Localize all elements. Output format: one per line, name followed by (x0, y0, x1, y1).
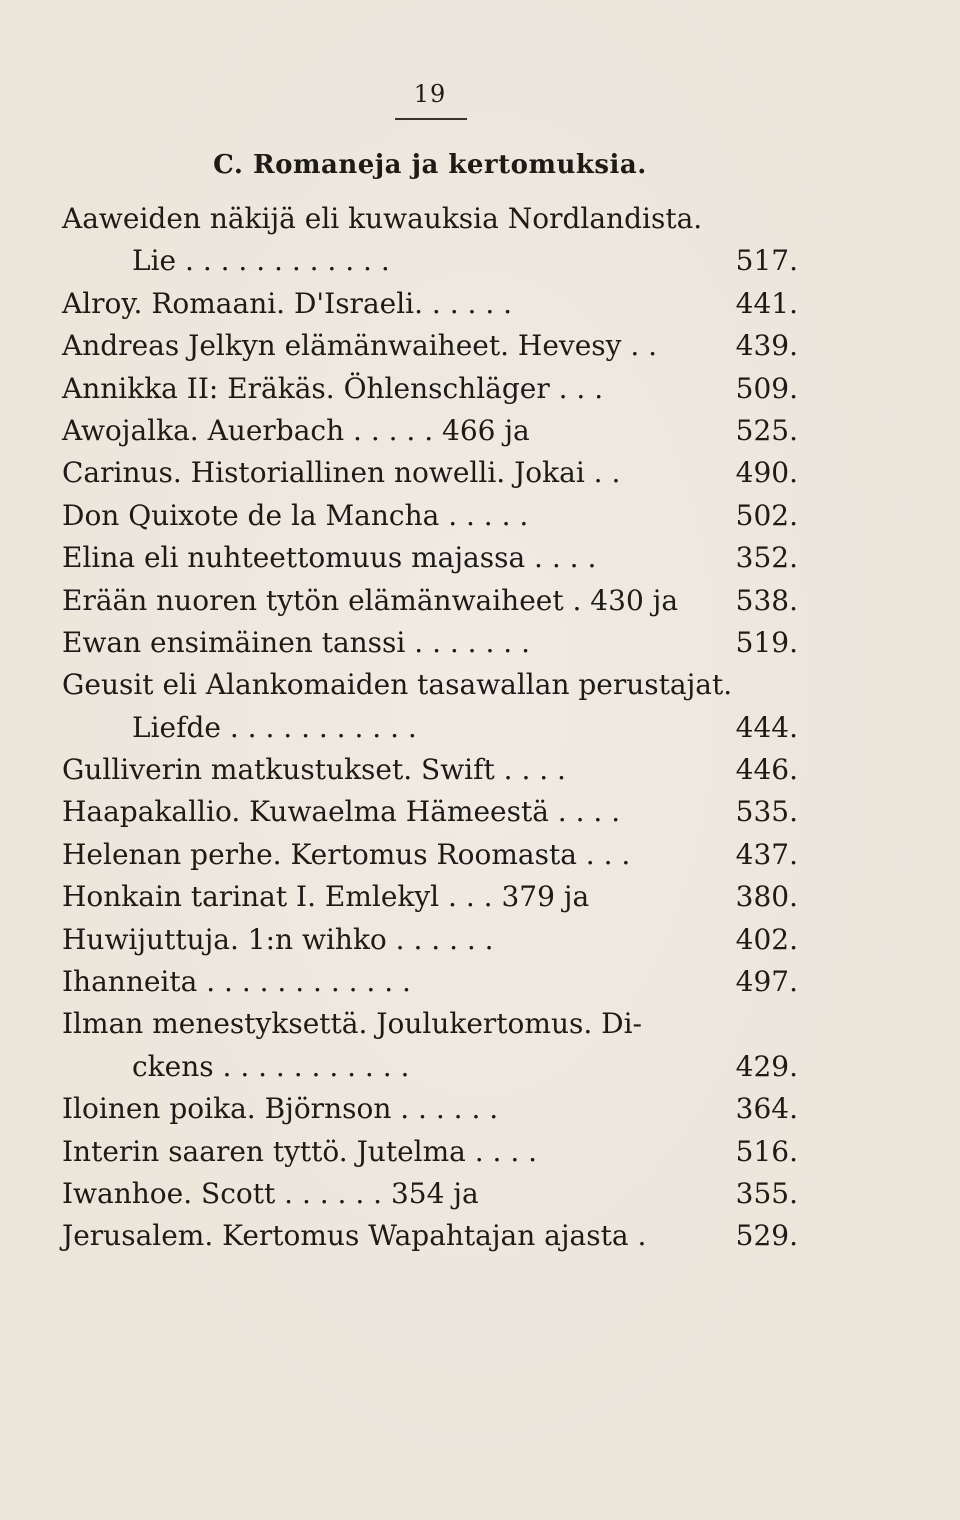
entry-pages: 437. (735, 837, 798, 871)
entry-line (0, 495, 960, 537)
entry-text: Iloinen poika. Björnson . . . . . . (62, 1092, 499, 1126)
entry-text: Don Quixote de la Mancha . . . . . (62, 498, 529, 532)
entry-line (0, 452, 960, 494)
entry-text: Geusit eli Alankomaiden tasawallan perustajat. (62, 668, 733, 702)
entry-text: Helenan perhe. Kertomus Roomasta . . . (62, 837, 631, 871)
entry-line (0, 1046, 960, 1088)
entry-line (0, 1088, 960, 1130)
entry-text: Erään nuoren tytön elämänwaiheet . 430 ja (62, 583, 679, 617)
entry-pages: 529. (735, 1219, 798, 1253)
entry-line (0, 1173, 960, 1215)
entry-line (0, 410, 960, 452)
entry-pages: 525. (735, 413, 798, 447)
entry-pages: 441. (735, 286, 798, 320)
entry-line (0, 961, 960, 1003)
entry-text: Honkain tarinat I. Emlekyl . . . 379 ja (62, 880, 590, 914)
entry-pages: 380. (735, 880, 798, 914)
entry-line (0, 198, 960, 240)
entry-pages: 444. (735, 710, 798, 744)
entry-pages: 364. (735, 1092, 798, 1126)
entry-line (0, 1003, 960, 1045)
entry-text: Annikka II: Eräkäs. Öhlenschläger . . . (62, 371, 604, 405)
entry-text: Andreas Jelkyn elämänwaiheet. Hevesy . . (62, 329, 658, 363)
entry-text: Lie . . . . . . . . . . . . (132, 244, 390, 278)
entry-pages: 502. (735, 498, 798, 532)
entry-pages: 497. (735, 965, 798, 999)
entry-pages: 429. (735, 1049, 798, 1083)
entry-text: Elina eli nuhteettomuus majassa . . . . (62, 541, 597, 575)
entry-pages: 352. (735, 541, 798, 575)
entry-text: Interin saaren tyttö. Jutelma . . . . (62, 1134, 538, 1168)
entry-line (0, 537, 960, 579)
entry-text: ckens . . . . . . . . . . . (132, 1049, 410, 1083)
entry-text: Ewan ensimäinen tanssi . . . . . . . (62, 625, 530, 659)
entry-pages: 355. (735, 1176, 798, 1210)
entry-text: Gulliverin matkustukset. Swift . . . . (62, 753, 566, 787)
entry-line (0, 622, 960, 664)
entry-text: Ihanneita . . . . . . . . . . . . (62, 965, 411, 999)
entry-pages: 535. (735, 795, 798, 829)
entry-line (0, 707, 960, 749)
entry-text: Liefde . . . . . . . . . . . (132, 710, 417, 744)
entry-line (0, 664, 960, 706)
entry-text: Aaweiden näkijä eli kuwauksia Nordlandista. (62, 202, 703, 235)
entry-pages: 439. (735, 329, 798, 363)
entry-text: Haapakallio. Kuwaelma Hämeestä . . . . (62, 795, 621, 829)
entry-pages: 519. (735, 625, 798, 659)
entry-line (0, 749, 960, 791)
entry-line (0, 368, 960, 410)
entry-pages: 538. (735, 583, 798, 617)
entry-text: Alroy. Romaani. D'Israeli. . . . . . (62, 286, 513, 320)
entry-text: Awojalka. Auerbach . . . . . 466 ja (62, 413, 530, 447)
entry-line (0, 919, 960, 961)
entry-line (0, 1215, 960, 1257)
entry-pages: 516. (735, 1134, 798, 1168)
entry-text: Iwanhoe. Scott . . . . . . 354 ja (62, 1176, 479, 1210)
entry-pages: 517. (735, 244, 798, 278)
entry-text: Jerusalem. Kertomus Wapahtajan ajasta . (62, 1219, 647, 1253)
entry-pages: 446. (735, 753, 798, 787)
header-rule (395, 118, 467, 120)
entry-line (0, 580, 960, 622)
entry-line (0, 834, 960, 876)
entry-line (0, 1131, 960, 1173)
entry-pages: 509. (735, 371, 798, 405)
entry-line (0, 876, 960, 918)
entry-text: Huwijuttuja. 1:n wihko . . . . . . (62, 922, 494, 956)
entry-line (0, 325, 960, 367)
entry-pages: 490. (735, 456, 798, 490)
entry-line (0, 283, 960, 325)
entry-text: Ilman menestyksettä. Joulukertomus. Di- (62, 1007, 643, 1041)
entry-list (0, 198, 960, 1258)
page-number: 19 (413, 80, 447, 108)
entry-line (0, 791, 960, 833)
entry-text: Carinus. Historiallinen nowelli. Jokai . . (62, 456, 621, 490)
section-heading: C. Romaneja ja kertomuksia. (213, 150, 647, 180)
entry-line (0, 240, 960, 282)
entry-pages: 402. (735, 922, 798, 956)
